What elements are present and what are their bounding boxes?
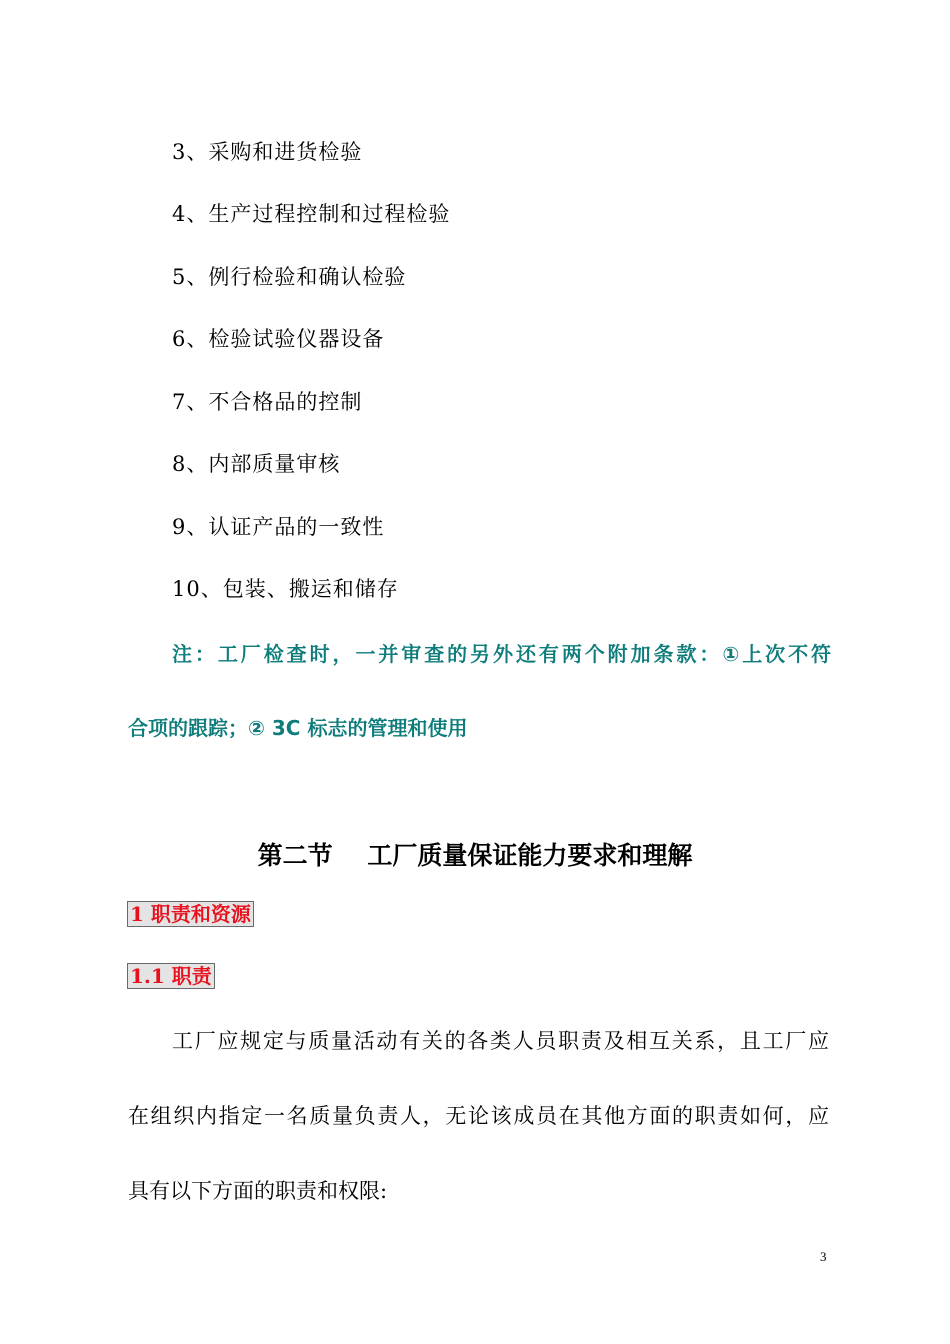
list-item: 4、生产过程控制和过程检验 bbox=[172, 202, 451, 226]
note-line-1: 注：工厂检查时，一并审查的另外还有两个附加条款：①上次不符 bbox=[172, 642, 831, 666]
paragraph-line-3: 具有以下方面的职责和权限: bbox=[128, 1179, 388, 1203]
paragraph-line-1: 工厂应规定与质量活动有关的各类人员职责及相互关系，且工厂应 bbox=[172, 1029, 829, 1053]
note-line-2: 合项的跟踪；② 3C 标志的管理和使用 bbox=[128, 716, 468, 740]
heading-responsibility-resources: 1 职责和资源 bbox=[127, 901, 254, 927]
list-item: 8、内部质量审核 bbox=[172, 452, 341, 476]
list-item: 6、检验试验仪器设备 bbox=[172, 327, 385, 351]
list-item: 7、不合格品的控制 bbox=[172, 390, 363, 414]
list-item: 5、例行检验和确认检验 bbox=[172, 265, 407, 289]
heading-responsibility: 1.1 职责 bbox=[127, 963, 215, 989]
page-number: 3 bbox=[820, 1249, 827, 1264]
list-item: 3、采购和进货检验 bbox=[172, 140, 363, 164]
list-item: 9、认证产品的一致性 bbox=[172, 515, 385, 539]
section-title: 第二节 工厂质量保证能力要求和理解 bbox=[257, 841, 693, 870]
paragraph-line-2: 在组织内指定一名质量负责人，无论该成员在其他方面的职责如何，应 bbox=[128, 1104, 829, 1128]
list-item: 10、包装、搬运和储存 bbox=[172, 577, 399, 601]
